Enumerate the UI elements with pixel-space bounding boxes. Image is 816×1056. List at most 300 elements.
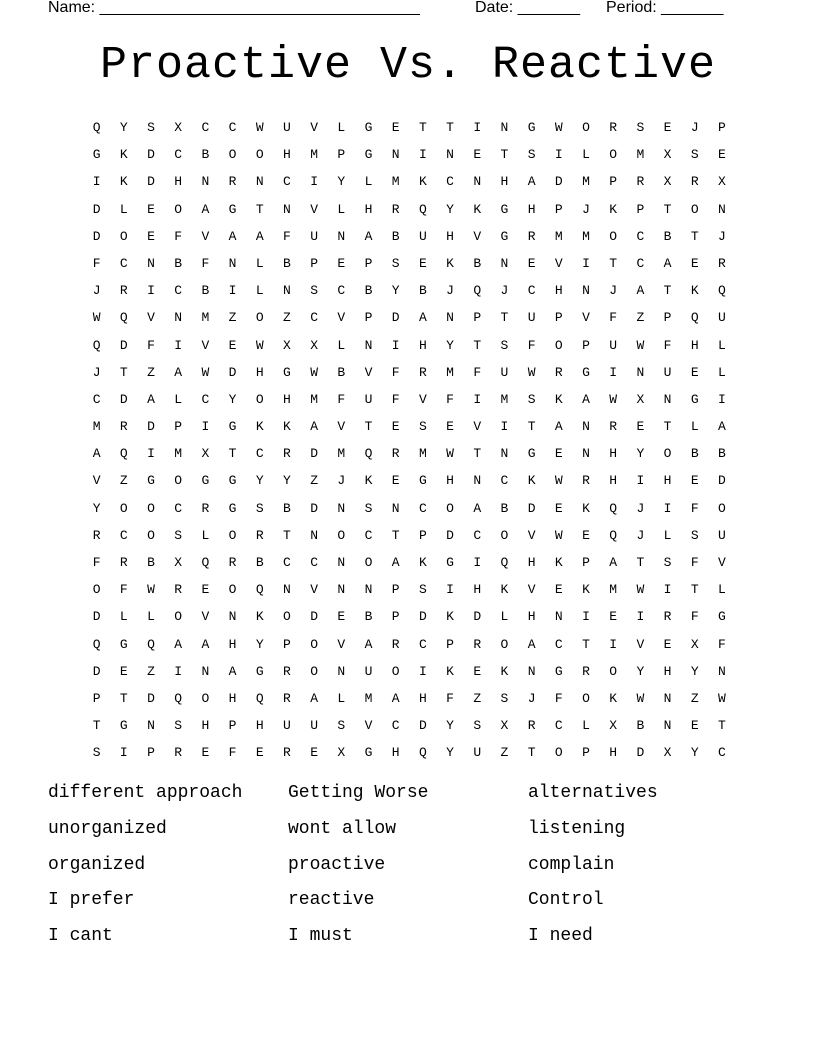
grid-letter[interactable]: R (391, 446, 400, 462)
grid-letter[interactable]: G (554, 663, 563, 679)
grid-letter[interactable]: B (391, 228, 400, 244)
grid-letter[interactable]: M (310, 147, 318, 163)
grid-letter[interactable]: Q (255, 582, 264, 598)
grid-letter[interactable]: R (283, 446, 291, 462)
grid-letter[interactable]: E (147, 228, 155, 244)
grid-letter[interactable]: O (500, 527, 509, 543)
grid-letter[interactable]: Y (255, 636, 264, 652)
grid-letter[interactable]: O (228, 147, 237, 163)
grid-letter[interactable]: D (310, 500, 318, 516)
grid-letter[interactable]: C (174, 283, 183, 299)
grid-letter[interactable]: R (255, 527, 264, 543)
grid-letter[interactable]: C (418, 500, 427, 516)
grid-letter[interactable]: S (174, 527, 183, 543)
grid-letter[interactable]: F (201, 255, 210, 271)
grid-letter[interactable]: E (582, 527, 590, 543)
grid-letter[interactable]: Z (500, 745, 509, 761)
grid-letter[interactable]: Q (92, 120, 101, 135)
grid-letter[interactable]: D (147, 419, 155, 435)
grid-letter[interactable]: E (554, 582, 563, 598)
grid-letter[interactable]: A (147, 391, 155, 407)
grid-letter[interactable]: J (527, 690, 536, 706)
grid-letter[interactable]: K (473, 201, 482, 217)
grid-letter[interactable]: J (337, 473, 346, 489)
grid-letter[interactable]: F (147, 337, 155, 353)
grid-letter[interactable]: C (554, 718, 563, 734)
grid-letter[interactable]: K (418, 174, 427, 190)
grid-letter[interactable]: N (337, 500, 346, 516)
grid-letter[interactable]: M (364, 690, 373, 706)
grid-letter[interactable]: D (418, 718, 427, 734)
grid-letter[interactable]: S (636, 120, 645, 135)
grid-letter[interactable]: N (201, 174, 210, 190)
grid-letter[interactable]: B (337, 364, 346, 380)
grid-letter[interactable]: G (201, 473, 210, 489)
grid-letter[interactable]: Q (201, 555, 210, 570)
grid-letter[interactable]: D (473, 609, 482, 625)
grid-letter[interactable]: W (554, 527, 563, 543)
grid-letter[interactable]: B (500, 500, 509, 516)
grid-letter[interactable]: T (690, 582, 699, 598)
grid-letter[interactable]: U (527, 310, 536, 326)
grid-letter[interactable]: I (663, 500, 672, 516)
grid-letter[interactable]: S (391, 255, 400, 271)
grid-letter[interactable]: R (283, 745, 291, 761)
grid-letter[interactable]: X (636, 391, 645, 407)
grid-letter[interactable]: G (119, 718, 128, 734)
grid-letter[interactable]: H (527, 609, 536, 625)
grid-letter[interactable]: T (364, 419, 373, 435)
grid-letter[interactable]: Q (92, 636, 101, 652)
grid-letter[interactable]: N (283, 201, 291, 217)
grid-letter[interactable]: N (500, 255, 509, 271)
grid-letter[interactable]: A (718, 419, 726, 435)
grid-letter[interactable]: Z (636, 310, 645, 326)
grid-letter[interactable]: T (119, 364, 128, 380)
grid-letter[interactable]: N (554, 609, 563, 625)
grid-letter[interactable]: I (500, 419, 509, 435)
grid-letter[interactable]: O (609, 147, 618, 163)
grid-letter[interactable]: G (418, 473, 427, 489)
grid-letter[interactable]: D (310, 609, 318, 625)
grid-letter[interactable]: P (92, 690, 101, 706)
grid-letter[interactable]: H (554, 283, 563, 299)
grid-letter[interactable]: U (609, 337, 618, 353)
grid-letter[interactable]: F (609, 310, 618, 326)
grid-letter[interactable]: M (582, 228, 590, 244)
grid-letter[interactable]: T (119, 690, 128, 706)
grid-letter[interactable]: E (473, 147, 482, 163)
grid-letter[interactable]: U (418, 228, 427, 244)
grid-letter[interactable]: W (718, 690, 726, 706)
grid-letter[interactable]: Z (283, 310, 291, 326)
grid-letter[interactable]: F (690, 609, 699, 625)
grid-letter[interactable]: Y (690, 745, 699, 761)
grid-letter[interactable]: A (310, 419, 318, 435)
grid-letter[interactable]: H (283, 391, 291, 407)
grid-letter[interactable]: P (636, 201, 645, 217)
grid-letter[interactable]: Y (255, 473, 264, 489)
grid-letter[interactable]: I (418, 147, 427, 163)
grid-letter[interactable]: A (228, 228, 237, 244)
grid-letter[interactable]: A (364, 636, 373, 652)
grid-letter[interactable]: V (201, 337, 210, 353)
grid-letter[interactable]: V (527, 582, 536, 598)
grid-letter[interactable]: C (283, 174, 291, 190)
grid-letter[interactable]: U (718, 310, 726, 326)
grid-letter[interactable]: O (174, 201, 183, 217)
grid-letter[interactable]: G (718, 609, 726, 625)
grid-letter[interactable]: I (473, 555, 482, 570)
grid-letter[interactable]: S (690, 527, 699, 543)
grid-letter[interactable]: S (255, 500, 264, 516)
grid-letter[interactable]: R (418, 364, 427, 380)
grid-letter[interactable]: O (310, 636, 318, 652)
grid-letter[interactable]: B (690, 446, 699, 462)
grid-letter[interactable]: O (582, 120, 590, 135)
grid-letter[interactable]: G (228, 473, 237, 489)
grid-letter[interactable]: B (663, 228, 672, 244)
grid-letter[interactable]: Y (391, 283, 400, 299)
grid-letter[interactable]: F (473, 364, 482, 380)
grid-letter[interactable]: K (119, 147, 128, 163)
grid-letter[interactable]: Y (446, 745, 454, 761)
grid-letter[interactable]: O (364, 555, 373, 570)
grid-letter[interactable]: Q (174, 690, 183, 706)
grid-letter[interactable]: R (636, 174, 645, 190)
grid-letter[interactable]: D (446, 527, 454, 543)
grid-letter[interactable]: V (310, 582, 318, 598)
grid-letter[interactable]: U (310, 228, 318, 244)
grid-letter[interactable]: N (364, 337, 373, 353)
grid-letter[interactable]: O (690, 201, 699, 217)
grid-letter[interactable]: O (147, 527, 155, 543)
grid-letter[interactable]: V (201, 228, 210, 244)
grid-letter[interactable]: M (418, 446, 427, 462)
grid-letter[interactable]: A (92, 446, 101, 462)
grid-letter[interactable]: P (391, 582, 400, 598)
grid-letter[interactable]: A (582, 391, 590, 407)
grid-letter[interactable]: T (92, 718, 101, 734)
grid-letter[interactable]: X (718, 174, 726, 190)
grid-letter[interactable]: W (636, 582, 645, 598)
grid-letter[interactable]: T (473, 337, 482, 353)
grid-letter[interactable]: A (473, 500, 482, 516)
grid-letter[interactable]: F (283, 228, 291, 244)
grid-letter[interactable]: R (554, 364, 563, 380)
grid-letter[interactable]: B (174, 255, 183, 271)
grid-letter[interactable]: Z (473, 690, 482, 706)
grid-letter[interactable]: I (174, 663, 183, 679)
grid-letter[interactable]: N (147, 255, 155, 271)
grid-letter[interactable]: F (446, 391, 454, 407)
grid-letter[interactable]: S (690, 147, 699, 163)
grid-letter[interactable]: R (473, 636, 482, 652)
grid-letter[interactable]: P (554, 201, 563, 217)
grid-letter[interactable]: D (527, 500, 536, 516)
grid-letter[interactable]: R (582, 663, 590, 679)
grid-letter[interactable]: H (690, 337, 699, 353)
grid-letter[interactable]: M (500, 391, 509, 407)
grid-letter[interactable]: R (663, 609, 672, 625)
grid-letter[interactable]: N (446, 310, 454, 326)
grid-letter[interactable]: A (527, 636, 536, 652)
grid-letter[interactable]: N (663, 690, 672, 706)
grid-letter[interactable]: N (228, 609, 237, 625)
grid-letter[interactable]: C (418, 636, 427, 652)
grid-letter[interactable]: X (663, 147, 672, 163)
grid-letter[interactable]: Q (147, 636, 155, 652)
grid-letter[interactable]: I (473, 120, 482, 135)
grid-letter[interactable]: Y (446, 201, 454, 217)
grid-letter[interactable]: P (418, 527, 427, 543)
grid-letter[interactable]: F (119, 582, 128, 598)
grid-letter[interactable]: V (337, 419, 346, 435)
grid-letter[interactable]: A (554, 419, 563, 435)
grid-letter[interactable]: E (201, 745, 210, 761)
grid-letter[interactable]: N (255, 174, 264, 190)
grid-letter[interactable]: D (310, 446, 318, 462)
grid-letter[interactable]: C (174, 147, 183, 163)
grid-letter[interactable]: E (473, 663, 482, 679)
grid-letter[interactable]: I (663, 582, 672, 598)
grid-letter[interactable]: W (554, 473, 563, 489)
grid-letter[interactable]: S (527, 391, 536, 407)
grid-letter[interactable]: F (554, 690, 563, 706)
grid-letter[interactable]: E (337, 255, 346, 271)
grid-letter[interactable]: R (119, 555, 128, 570)
grid-letter[interactable]: Z (228, 310, 237, 326)
grid-letter[interactable]: R (582, 473, 590, 489)
grid-letter[interactable]: I (609, 636, 618, 652)
grid-letter[interactable]: V (337, 636, 346, 652)
grid-letter[interactable]: K (418, 555, 427, 570)
grid-letter[interactable]: K (119, 174, 128, 190)
grid-letter[interactable]: B (364, 283, 373, 299)
grid-letter[interactable]: I (391, 337, 400, 353)
grid-letter[interactable]: S (147, 120, 155, 135)
grid-letter[interactable]: O (609, 228, 618, 244)
grid-letter[interactable]: I (228, 283, 237, 299)
grid-letter[interactable]: E (147, 201, 155, 217)
grid-letter[interactable]: O (663, 446, 672, 462)
grid-letter[interactable]: L (337, 120, 346, 135)
grid-letter[interactable]: C (718, 745, 726, 761)
grid-letter[interactable]: L (718, 582, 726, 598)
grid-letter[interactable]: V (337, 310, 346, 326)
grid-letter[interactable]: G (228, 419, 237, 435)
grid-letter[interactable]: O (201, 690, 210, 706)
grid-letter[interactable]: P (718, 120, 726, 135)
grid-letter[interactable]: X (310, 337, 318, 353)
grid-letter[interactable]: H (418, 337, 427, 353)
grid-letter[interactable]: I (636, 609, 645, 625)
grid-letter[interactable]: N (147, 718, 155, 734)
grid-letter[interactable]: U (310, 718, 318, 734)
grid-letter[interactable]: E (527, 255, 536, 271)
grid-letter[interactable]: Y (228, 391, 237, 407)
grid-letter[interactable]: M (391, 174, 400, 190)
grid-letter[interactable]: G (500, 201, 509, 217)
grid-letter[interactable]: G (364, 147, 373, 163)
grid-letter[interactable]: R (228, 174, 237, 190)
grid-letter[interactable]: K (527, 473, 536, 489)
grid-letter[interactable]: F (174, 228, 183, 244)
grid-letter[interactable]: R (283, 690, 291, 706)
grid-letter[interactable]: M (310, 391, 318, 407)
grid-letter[interactable]: S (310, 283, 318, 299)
grid-letter[interactable]: B (147, 555, 155, 570)
grid-letter[interactable]: N (446, 147, 454, 163)
grid-letter[interactable]: K (690, 283, 699, 299)
grid-letter[interactable]: D (147, 690, 155, 706)
grid-letter[interactable]: T (391, 527, 400, 543)
grid-letter[interactable]: O (119, 500, 128, 516)
grid-letter[interactable]: L (174, 391, 183, 407)
grid-letter[interactable]: T (527, 745, 536, 761)
grid-letter[interactable]: Q (92, 337, 101, 353)
grid-letter[interactable]: M (636, 147, 645, 163)
grid-letter[interactable]: J (718, 228, 726, 244)
grid-letter[interactable]: D (92, 663, 101, 679)
grid-letter[interactable]: J (690, 120, 699, 135)
grid-letter[interactable]: F (391, 391, 400, 407)
grid-letter[interactable]: C (92, 391, 101, 407)
grid-letter[interactable]: I (92, 174, 101, 190)
grid-letter[interactable]: Z (119, 473, 128, 489)
grid-letter[interactable]: C (119, 255, 128, 271)
grid-letter[interactable]: D (92, 228, 101, 244)
grid-letter[interactable]: D (119, 337, 128, 353)
grid-letter[interactable]: A (663, 255, 672, 271)
grid-letter[interactable]: O (228, 582, 237, 598)
grid-letter[interactable]: Q (255, 690, 264, 706)
grid-letter[interactable]: X (174, 120, 183, 135)
grid-letter[interactable]: N (310, 527, 318, 543)
grid-letter[interactable]: Y (92, 500, 101, 516)
grid-letter[interactable]: R (609, 120, 618, 135)
grid-letter[interactable]: O (609, 663, 618, 679)
grid-letter[interactable]: W (255, 120, 264, 135)
grid-letter[interactable]: T (500, 147, 509, 163)
grid-letter[interactable]: A (228, 663, 237, 679)
grid-letter[interactable]: M (201, 310, 210, 326)
grid-letter[interactable]: E (554, 446, 563, 462)
grid-letter[interactable]: V (201, 609, 210, 625)
grid-letter[interactable]: U (283, 120, 291, 135)
grid-letter[interactable]: K (446, 609, 454, 625)
grid-letter[interactable]: T (636, 555, 645, 570)
grid-letter[interactable]: O (283, 609, 291, 625)
grid-letter[interactable]: B (473, 255, 482, 271)
grid-letter[interactable]: C (636, 228, 645, 244)
grid-letter[interactable]: O (255, 391, 264, 407)
grid-letter[interactable]: L (337, 690, 346, 706)
grid-letter[interactable]: A (636, 283, 645, 299)
grid-letter[interactable]: O (147, 500, 155, 516)
grid-letter[interactable]: M (554, 228, 563, 244)
grid-letter[interactable]: I (554, 147, 563, 163)
grid-letter[interactable]: Z (147, 364, 155, 380)
grid-letter[interactable]: H (527, 201, 536, 217)
grid-letter[interactable]: P (609, 174, 618, 190)
grid-letter[interactable]: T (663, 283, 672, 299)
grid-letter[interactable]: B (364, 609, 373, 625)
grid-letter[interactable]: T (690, 228, 699, 244)
grid-letter[interactable]: Q (500, 555, 509, 570)
period-field[interactable]: Period: _______ (606, 0, 724, 16)
grid-letter[interactable]: N (174, 310, 183, 326)
grid-letter[interactable]: L (147, 609, 155, 625)
grid-letter[interactable]: R (119, 283, 128, 299)
grid-letter[interactable]: B (201, 147, 210, 163)
grid-letter[interactable]: O (255, 147, 264, 163)
grid-letter[interactable]: Z (147, 663, 155, 679)
grid-letter[interactable]: E (690, 364, 699, 380)
grid-letter[interactable]: N (663, 391, 672, 407)
date-field[interactable]: Date: _______ (475, 0, 580, 16)
grid-letter[interactable]: F (92, 255, 101, 271)
grid-letter[interactable]: R (527, 718, 536, 734)
grid-letter[interactable]: J (446, 283, 454, 299)
grid-letter[interactable]: N (337, 228, 346, 244)
grid-letter[interactable]: M (92, 419, 101, 435)
grid-letter[interactable]: A (609, 555, 618, 570)
grid-letter[interactable]: L (718, 337, 726, 353)
grid-letter[interactable]: Y (283, 473, 291, 489)
grid-letter[interactable]: Y (636, 663, 645, 679)
grid-letter[interactable]: H (255, 718, 264, 734)
grid-letter[interactable]: O (554, 745, 563, 761)
grid-letter[interactable]: G (527, 446, 536, 462)
grid-letter[interactable]: A (201, 201, 210, 217)
grid-letter[interactable]: S (337, 718, 346, 734)
grid-letter[interactable]: E (690, 718, 699, 734)
grid-letter[interactable]: L (690, 419, 699, 435)
grid-letter[interactable]: B (255, 555, 264, 570)
grid-letter[interactable]: A (255, 228, 264, 244)
grid-letter[interactable]: N (718, 663, 726, 679)
grid-letter[interactable]: V (147, 310, 155, 326)
grid-letter[interactable]: V (554, 255, 563, 271)
grid-letter[interactable]: P (174, 419, 183, 435)
grid-letter[interactable]: T (473, 446, 482, 462)
grid-letter[interactable]: G (582, 364, 590, 380)
grid-letter[interactable]: U (364, 391, 373, 407)
grid-letter[interactable]: R (174, 745, 183, 761)
grid-letter[interactable]: P (473, 310, 482, 326)
grid-letter[interactable]: S (473, 718, 482, 734)
grid-letter[interactable]: E (337, 609, 346, 625)
grid-letter[interactable]: N (636, 364, 645, 380)
grid-letter[interactable]: C (337, 283, 346, 299)
grid-letter[interactable]: L (255, 283, 264, 299)
grid-letter[interactable]: C (201, 120, 210, 135)
grid-letter[interactable]: H (283, 147, 291, 163)
grid-letter[interactable]: N (582, 446, 590, 462)
grid-letter[interactable]: L (337, 337, 346, 353)
grid-letter[interactable]: S (364, 500, 373, 516)
grid-letter[interactable]: P (582, 555, 590, 570)
grid-letter[interactable]: N (283, 283, 291, 299)
grid-letter[interactable]: O (174, 473, 183, 489)
grid-letter[interactable]: S (418, 582, 427, 598)
grid-letter[interactable]: G (364, 120, 373, 135)
grid-letter[interactable]: Y (446, 337, 454, 353)
grid-letter[interactable]: Y (446, 718, 454, 734)
grid-letter[interactable]: G (228, 201, 237, 217)
grid-letter[interactable]: C (446, 174, 454, 190)
